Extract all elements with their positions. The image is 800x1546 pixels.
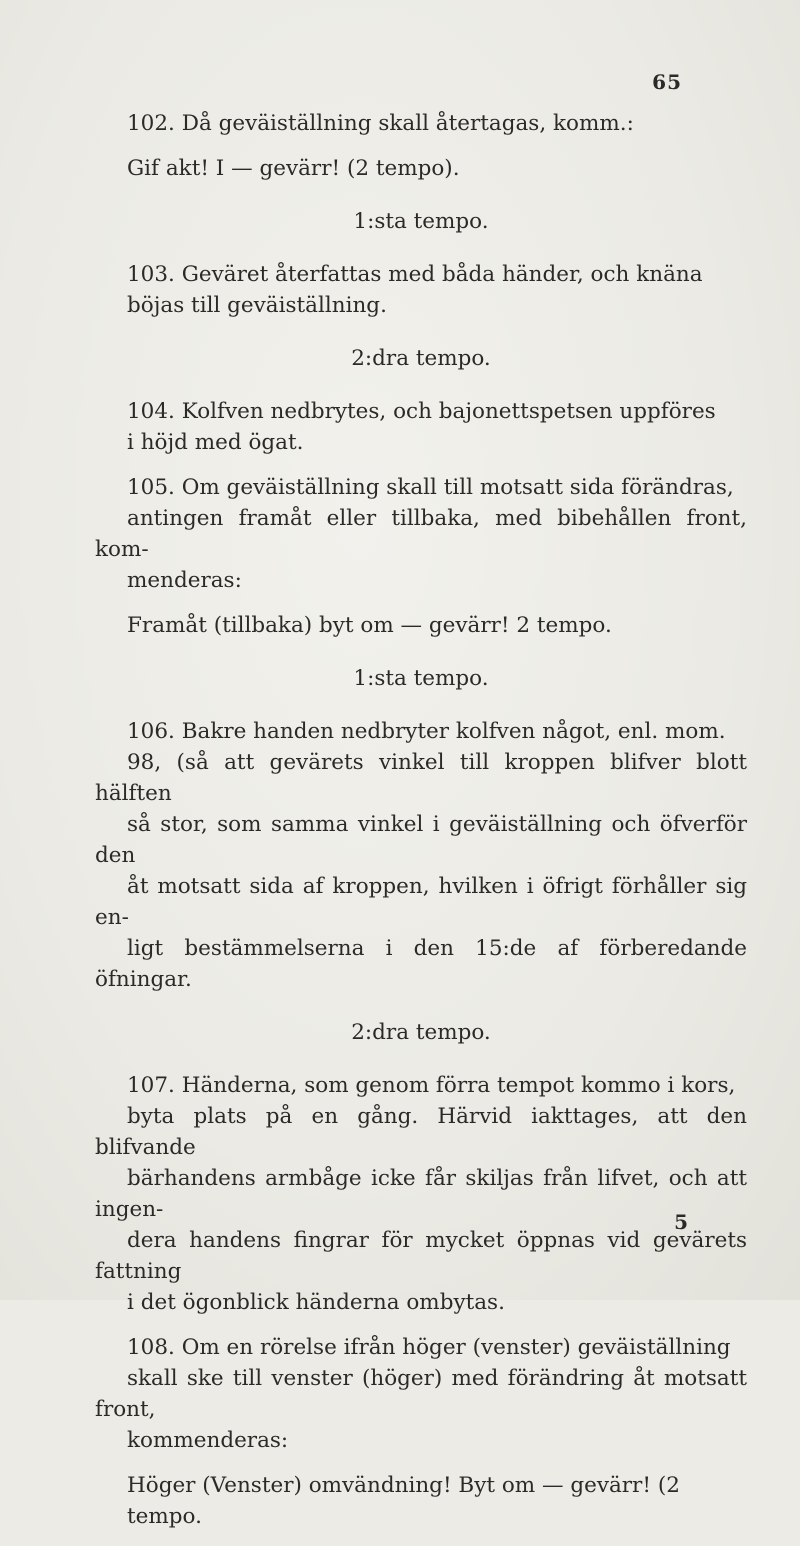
section-heading: 1:sta tempo. [353, 209, 489, 234]
text-line: Höger (Venster) omvändning! Byt om — gevärr! (2 [127, 1473, 680, 1498]
paragraph [95, 1070, 747, 1318]
text-line: så stor, som samma vinkel i geväiställning och öfverför den [95, 812, 747, 868]
text-line: i det ögonblick händerna ombytas. [127, 1290, 505, 1315]
text-line: åt motsatt sida af kroppen, hvilken i öfrigt förhåller sig en- [95, 874, 747, 930]
paragraph [95, 1332, 747, 1456]
paragraph [95, 472, 747, 596]
text-line: 103. Geväret återfattas med båda händer, och knäna [127, 262, 703, 287]
paragraph [95, 610, 747, 641]
text-line: Framåt (tillbaka) byt om — gevärr! 2 tempo. [127, 613, 612, 638]
text-line: tempo. [127, 1504, 202, 1529]
text-line: bärhandens armbåge icke får skiljas från lifvet, och att ingen- [95, 1166, 747, 1222]
paragraph [95, 396, 747, 458]
text-line: Gif akt! I — gevärr! (2 tempo). [127, 156, 460, 181]
text-line: kommenderas: [127, 1428, 289, 1453]
text-line: 98, (så att gevärets vinkel till kroppen blifver blott hälften [95, 750, 747, 806]
text-line: ligt bestämmelserna i den 15:de af förberedande öfningar. [95, 936, 747, 992]
paragraph [95, 716, 747, 995]
page-body-text [95, 108, 747, 1546]
text-line: 107. Händerna, som genom förra tempot kommo i kors, [127, 1073, 736, 1098]
text-line: 102. Då geväiställning skall återtagas, komm.: [127, 111, 634, 136]
paragraph [95, 259, 747, 321]
paragraph [95, 153, 747, 184]
text-line: dera handens fingrar för mycket öppnas vid gevärets fattning [95, 1228, 747, 1284]
text-line: i höjd med ögat. [127, 430, 304, 455]
text-line: böjas till geväiställning. [127, 293, 387, 318]
section-heading: 1:sta tempo. [353, 666, 489, 691]
text-line: 108. Om en rörelse ifrån höger (venster) geväiställning [127, 1335, 731, 1360]
paragraph [95, 1470, 747, 1532]
text-line: 105. Om geväiställning skall till motsatt sida förändras, [127, 475, 734, 500]
paragraph [95, 108, 747, 139]
section-heading: 2:dra tempo. [351, 346, 491, 371]
section-heading: 2:dra tempo. [351, 1020, 491, 1045]
signature-mark: 5 [674, 1210, 688, 1234]
page-number: 65 [652, 70, 682, 94]
text-line: byta plats på en gång. Härvid iakttages, att den blifvande [95, 1104, 747, 1160]
text-line: skall ske till venster (höger) med förändring åt motsatt front, [95, 1366, 747, 1422]
text-line: menderas: [127, 568, 242, 593]
text-line: 106. Bakre handen nedbryter kolfven något, enl. mom. [127, 719, 726, 744]
text-line: 104. Kolfven nedbrytes, och bajonettspetsen uppföres [127, 399, 716, 424]
text-line: antingen framåt eller tillbaka, med bibehållen front, kom- [95, 506, 747, 562]
